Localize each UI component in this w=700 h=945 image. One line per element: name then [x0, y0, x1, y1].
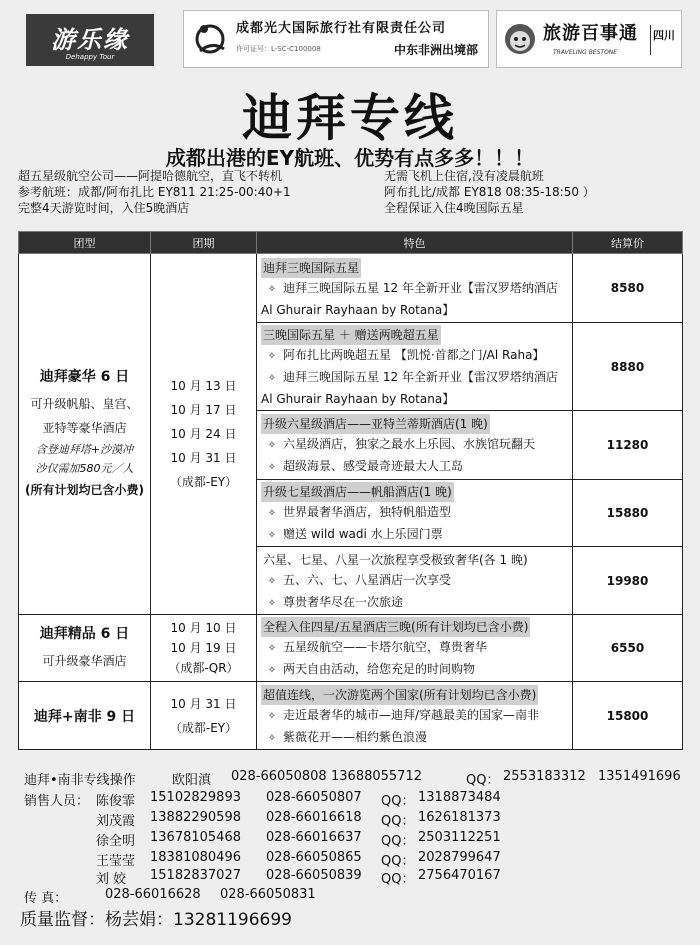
feature-item: ✧ 迪拜三晚国际五星 12 年全新开业【雷汉罗塔纳酒店 [261, 367, 568, 389]
dates-cell-boutique [151, 615, 257, 682]
feature-cell [257, 254, 573, 323]
group-note: 可升级帆船、皇宫、 [30, 397, 139, 411]
sales-qq: 1318873484 [418, 790, 501, 805]
feature-cell [257, 411, 573, 480]
mascot-icon [502, 19, 538, 59]
sales-tel: 028-66050839 [266, 868, 362, 883]
feature-cell [257, 615, 573, 682]
feature-head: 升级七星级酒店——帆船酒店(1 晚) [261, 482, 454, 502]
feature-head: 超值连线，一次游览两个国家(所有计划均已含小费) [261, 685, 538, 705]
price-cell: 6550 [573, 615, 683, 682]
feature-cell [257, 682, 573, 750]
agency-banner [183, 10, 489, 68]
info-line: 无需飞机上住宿,没有凌晨航班 [384, 169, 544, 183]
feature-item: ✧ 尊贵奢华尽在一次旅途 [261, 592, 568, 614]
table-row [19, 615, 683, 682]
sales-tel: 028-66016637 [266, 830, 362, 845]
col-header-price: 结算价 [573, 232, 683, 254]
group-name: 迪拜精品 6 日 [39, 626, 130, 642]
sales-mobile: 15182837027 [150, 868, 241, 883]
monitor-label: 质量监督： [20, 910, 105, 930]
col-header-dates: 团期 [151, 232, 257, 254]
feature-item: ✧ 紫薇花开——相约紫色浪漫 [261, 727, 568, 749]
quality-monitor [20, 905, 292, 930]
date-item: （成都-QR） [168, 661, 239, 675]
agency-logo-icon [194, 19, 228, 59]
feature-item: ✧ 走近最奢华的城市—迪拜/穿越最美的国家—南非 [261, 705, 568, 727]
brand-region: 四川 [653, 29, 675, 42]
brand-tagline: TRAVELING BESTONE [553, 49, 618, 56]
sales-qq-label: QQ： [381, 854, 415, 869]
sales-mobile: 15102829893 [150, 790, 241, 805]
date-item: 10 月 19 日 [170, 641, 237, 655]
info-line: 超五星级航空公司——阿提哈德航空，直飞不转机 [18, 169, 283, 183]
page-title: 迪拜专线 [242, 89, 458, 147]
feature-item: ✧ 六星级酒店，独家之最水上乐园、水族馆玩翻天 [261, 434, 568, 456]
info-left [18, 168, 291, 216]
ops-label: 迪拜•南非专线操作 [24, 773, 136, 788]
group-handnote: 含登迪拜塔+沙漠冲 [35, 443, 134, 456]
logo-name: 游乐缘 [51, 24, 129, 54]
agency-dept: 中东非洲出境部 [393, 43, 478, 57]
info-line: 全程保证入住4晚国际五星 [384, 201, 524, 215]
info-line: 完整4天游览时间，入住5晚酒店 [18, 201, 190, 215]
ops-qq: 1351491696 [598, 769, 681, 784]
price-cell: 8880 [573, 323, 683, 411]
sales-name: 徐全明 [96, 834, 136, 849]
sales-qq-label: QQ： [381, 794, 415, 809]
ops-phone: 028-66050808 [231, 769, 327, 784]
sales-qq: 2756470167 [418, 868, 501, 883]
sales-mobile: 13678105468 [150, 830, 241, 845]
date-item: 10 月 10 日 [170, 621, 237, 635]
feature-head: 全程入住四星/五星酒店三晚(所有计划均已含小费) [261, 617, 530, 637]
feature-cell [257, 547, 573, 615]
sales-qq: 1626181373 [418, 810, 501, 825]
date-item: 10 月 13 日 [170, 379, 237, 393]
group-note: 亚特等豪华酒店 [42, 421, 127, 435]
sales-mobile: 18381080496 [150, 850, 241, 865]
monitor-contact: 杨芸娟：13281196699 [105, 910, 292, 930]
ops-qq-label: QQ： [466, 773, 500, 788]
sales-mobile: 13882290598 [150, 810, 241, 825]
sales-name: 刘茂霞 [96, 814, 136, 829]
date-item: （成都-EY） [169, 475, 238, 489]
ops-mobile: 13688055712 [331, 769, 422, 784]
fax-number: 028-66016628 [105, 887, 201, 902]
feature-item: ✧ 迪拜三晚国际五星 12 年全新开业【雷汉罗塔纳酒店 [261, 278, 568, 300]
ops-qq: 2553183312 [503, 769, 586, 784]
agency-name: 成都光大国际旅行社有限责任公司 [236, 21, 447, 36]
brand-banner [496, 10, 682, 68]
group-cell-luxury [19, 254, 151, 615]
price-cell: 11280 [573, 411, 683, 480]
dates-cell-southafrica [151, 682, 257, 750]
sales-qq-label: QQ： [381, 834, 415, 849]
brand-name: 旅游百事通 [543, 23, 638, 44]
col-header-type: 团型 [19, 232, 151, 254]
feature-cell [257, 323, 573, 411]
group-cell-boutique [19, 615, 151, 682]
group-extra: (所有计划均已含小费) [25, 483, 144, 497]
feature-item: ✧ 世界最奢华酒店，独特帆船造型 [261, 502, 568, 524]
date-item: 10 月 31 日 [170, 451, 237, 465]
group-name: 迪拜+南非 9 日 [33, 708, 136, 725]
page-subtitle: 成都出港的EY航班、优势有点多多！！！ [165, 146, 535, 170]
feature-head: 迪拜三晚国际五星 [261, 258, 361, 278]
sales-tel: 028-66050807 [266, 790, 362, 805]
sales-qq-label: QQ： [381, 814, 415, 829]
sales-label: 销售人员： [24, 794, 90, 809]
col-header-features: 特色 [257, 232, 573, 254]
feature-item-cont: Al Ghurair Rayhaan by Rotana】 [261, 392, 455, 406]
feature-item: ✧ 阿布扎比两晚超五星 【凯悦·首都之门/Al Raha】 [261, 345, 568, 367]
info-right [384, 168, 595, 216]
price-cell: 8580 [573, 254, 683, 323]
group-cell-southafrica [19, 682, 151, 750]
sales-qq: 2503112251 [418, 830, 501, 845]
tour-table [18, 231, 683, 750]
feature-item: ✧ 赠送 wild wadi 水上乐园门票 [261, 524, 568, 546]
agency-license: 许可证号：L-SC-C100008 [236, 45, 321, 53]
group-name: 迪拜豪华 6 日 [39, 369, 130, 385]
price-cell: 15800 [573, 682, 683, 750]
feature-item: ✧ 超级海景、感受最奇迹最大人工岛 [261, 456, 568, 478]
feature-item: ✧ 两天自由活动，给您充足的时间购物 [261, 659, 568, 681]
feature-item-cont: Al Ghurair Rayhaan by Rotana】 [261, 302, 455, 317]
table-header-row [19, 232, 683, 254]
fax-label: 传 真： [24, 891, 68, 906]
group-handnote: 沙仅需加580元／人 [35, 462, 134, 475]
sales-name: 王莹莹 [96, 854, 136, 869]
feature-head: 升级六星级酒店——亚特兰蒂斯酒店(1 晚) [261, 414, 490, 434]
feature-cell [257, 480, 573, 547]
table-row [19, 682, 683, 750]
sales-qq: 2028799647 [418, 850, 501, 865]
feature-head: 三晚国际五星 ＋ 赠送两晚超五星 [261, 325, 441, 345]
table-row [19, 254, 683, 323]
feature-head: 六星、七星、八星一次旅程享受极致奢华(各 1 晚) [263, 552, 528, 567]
sales-tel: 028-66016618 [266, 810, 362, 825]
brand-divider [650, 25, 651, 55]
sales-name: 刘 姣 [96, 872, 127, 887]
price-cell: 15880 [573, 480, 683, 547]
dates-cell-luxury [151, 254, 257, 615]
info-line: 参考航班：成都/阿布扎比 EY811 21:25-00:40+1 [18, 185, 291, 199]
sales-name: 陈俊霏 [96, 794, 136, 809]
price-cell: 19980 [573, 547, 683, 615]
ops-name: 欧阳滇 [172, 773, 212, 788]
date-item: （成都-EY） [169, 720, 238, 735]
company-logo [26, 14, 154, 66]
fax-number: 028-66050831 [220, 887, 316, 902]
date-item: 10 月 17 日 [170, 403, 237, 417]
info-line: 阿布扎比/成都 EY818 08:35-18:50 ） [384, 185, 595, 199]
feature-item: ✧ 五星级航空——卡塔尔航空，尊贵奢华 [261, 637, 568, 659]
sales-qq-label: QQ： [381, 872, 415, 887]
group-note: 可升级豪华酒店 [42, 654, 127, 668]
feature-item: ✧ 五、六、七、八星酒店一次享受 [261, 570, 568, 592]
logo-tagline: Dehappy Tour [65, 52, 115, 61]
sales-tel: 028-66050865 [266, 850, 362, 865]
date-item: 10 月 31 日 [170, 696, 237, 711]
date-item: 10 月 24 日 [170, 427, 237, 441]
